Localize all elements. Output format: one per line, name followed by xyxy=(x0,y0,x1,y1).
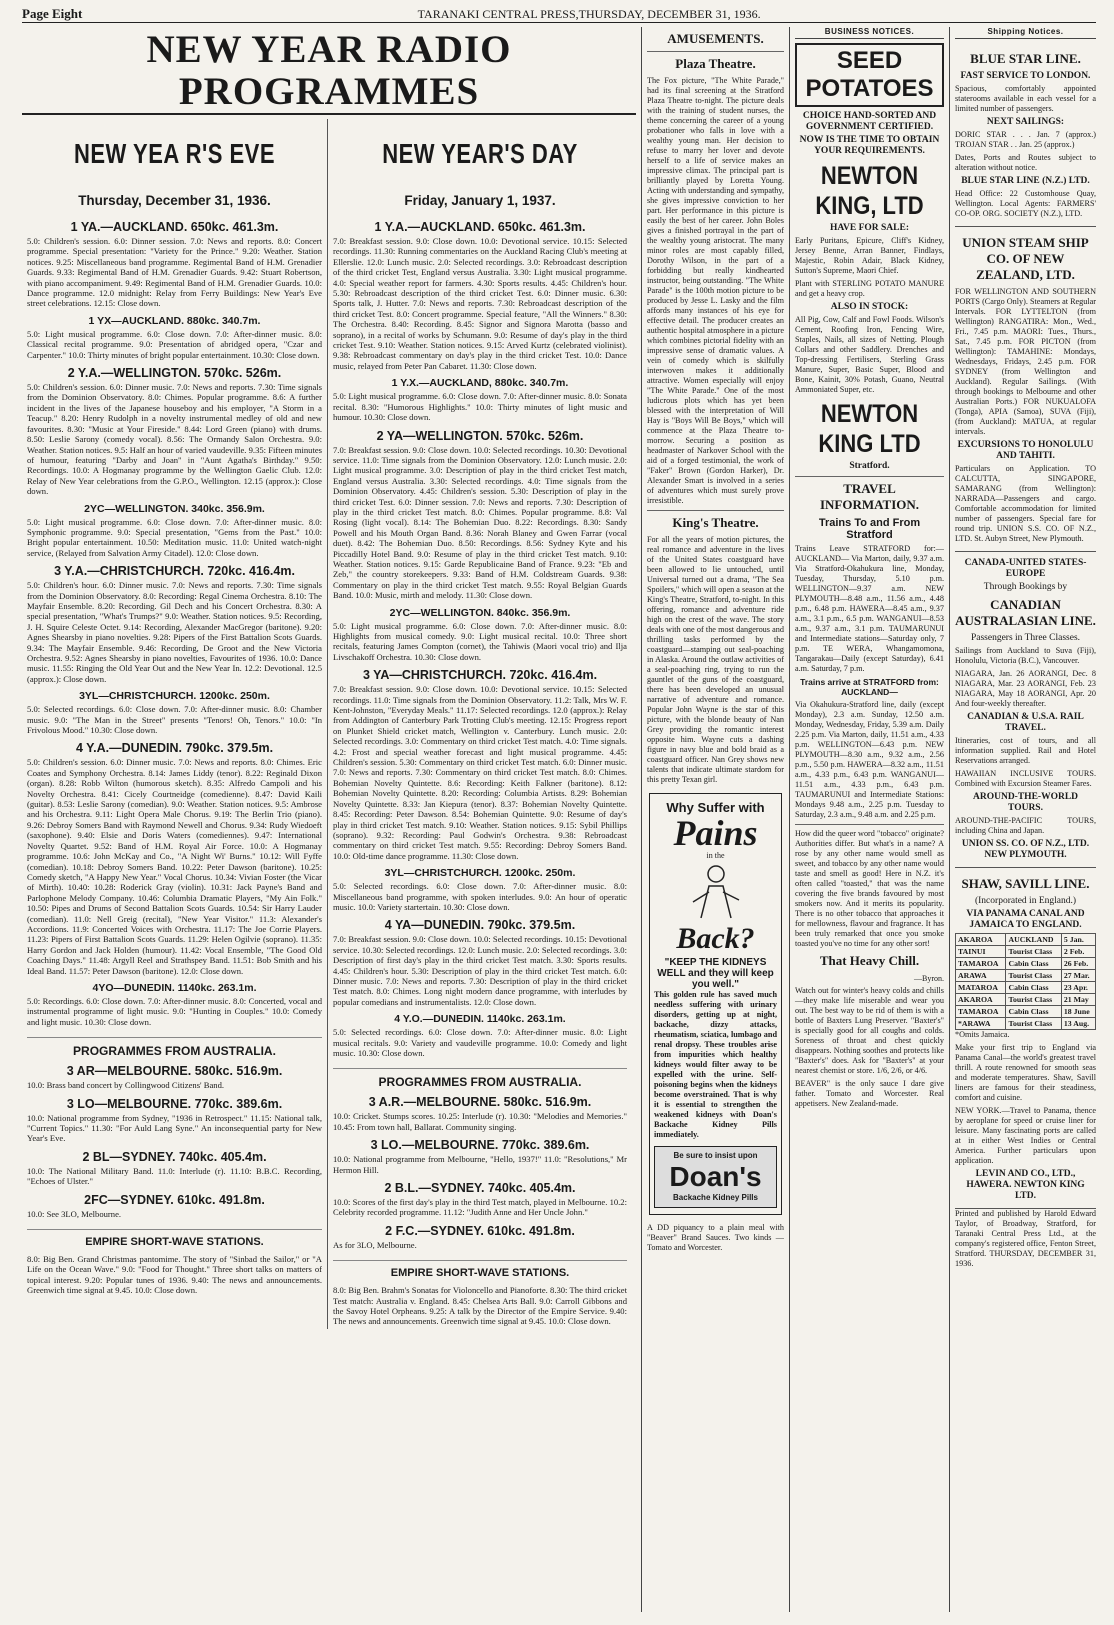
atw-text: AROUND-THE-WORLD TOURS. xyxy=(972,792,1079,813)
nk1-plant: Plant with STERLING POTATO MANURE and get a heavy crop. xyxy=(795,279,944,298)
chill-text: Watch out for winter's heavy colds and chills—they make life miserable and wear you out. The best way to be rid of them is with a bottle of Baxters Lung Preserver. "Baxter's" is specially good for all coughs and colds. Soreness of throat and chest quickly disappears. Nothing soothes and protects like "Baxter's" does. Ask for "Baxter's" at your nearest chemist or store. 1/6, 2/6, or 4/6. xyxy=(795,986,944,1075)
station-heading: 4 YA—DUNEDIN. 790kc. 379.5m. xyxy=(384,918,576,933)
sailing-cell: Cabin Class xyxy=(1006,1006,1061,1018)
nk1-list: Early Puritans, Epicure, Cliff's Kidney, Jersey Benne, Arran Banner, Findlays, Majestic, Robin Adair, Black Kidney, Sutton's Supreme, Maori Chief. xyxy=(795,236,944,275)
eve-title: NEW YEA R'S EVE xyxy=(74,137,275,169)
station-programme: 10.0: Cricket. Stumps scores. 10.25: Interlude (r). 10.30: "Melodies and Memories." 10.45: From town hall, Ballarat. Community singing. xyxy=(333,1111,627,1132)
seed-sub: CHOICE HAND-SORTED AND GOVERNMENT CERTIFIED. xyxy=(802,111,937,132)
cpr-text: Itineraries, cost of tours, and all information supplied. Rail and Hotel Reservations arranged. xyxy=(955,736,1096,765)
sailing-row xyxy=(956,934,1096,946)
kings-head: King's Theatre. xyxy=(672,515,759,530)
sailing-cell: Cabin Class xyxy=(1006,982,1061,994)
trains-text: Trains Leave STRATFORD for:— AUCKLAND— Via Marton, daily, 9.37 a.m. Via Stratford-Okahukura line, Monday, Tuesday, Thursday, 5.10 p.m. WELLINGTON—9.37 a.m. NEW PLYMOUTH—8.48 a.m., 11.56 a.m., 4.48 p.m., 6.48 p.m. HAWERA—8.45 a.m., 9.37 a.m., 3.1 p.m., 6.5 p.m. WANGANUI—8.53 a.m., 9.37 a.m., 3.1 p.m. TAUMARUNUI and Intermediate stations—Saturday only, 7 p.m. TE WERA, Whangamomona, Tangarakau—Daily (except Saturday), 6.41 a.m. Saturday, 7 p.m. xyxy=(795,544,944,673)
station-programme: 10.0: Scores of the first day's play in the third Test match, played in Melbourne. 10.2: Celebrity recorded programme. 11.12: "Judith Anne and Her Uncle John." xyxy=(333,1197,627,1218)
sailing-row xyxy=(956,958,1096,970)
sailing-cell: TAINUI xyxy=(956,946,1006,958)
sailing-row xyxy=(956,982,1096,994)
station-programme: 5.0: Selected recordings. 6.0: Close down. 7.0: After-dinner music. 8.0: Miscellaneous band programme, with spoken interludes. 9.0: An hour of operatic music. 10.0: Variety startertain. 10.30: Close down. xyxy=(333,881,627,912)
station-heading: 3 A.R.—MELBOURNE. 580kc. 516.9m. xyxy=(368,1095,592,1110)
radio-section xyxy=(22,27,642,1612)
station-programme: 7.0: Breakfast session. 9.0: Close down. 10.0: Selected recordings. 10.30: Devotional service. 11.0: Time signals from the Dominion Observatory. 12.0: Lunch music. 2.0: Light musical programme. 3.0: Description of play in the third cricket Test match, England versus Australia. 3.30: Selected recordings. 4.0: Time signals from the Dominion Observatory. 4.45: Children's session. 5.30: Description of play in the third cricket Test. 6.0: Dinner session. 7.0: News and reports. 7.30: Description of play in the third cricket Test match. 8.0: Chimes. Popular programme. 8.8: Val Rosing (light vocal). 8.14: The Bohemian Duo. 8.22: Recordings. 8.30: Sandy Powell and his Mouth Organ Band. 8.36: Norah Blaney and Gwen Farrar (vocal duet). 8.42: The Bohemian Duo. 8.50: Recordings. 8.56: Sydney Kyte and his Piccadilly Hotel Band. 9.0: Resume of play in the third cricket Test match. 9.10: Weather. Station notices. 9.15: Garde Republicaine Band of France. 9.23: "Eb and Zeb," the country storekeepers. 9.33: Band of H.M. Coldstream Guards. 9.38: Commentary on play in the third cricket Test match. 9.55: Royal Belgian Guards Band. 10.0: Music, mirth and melody. 11.30: Close down. xyxy=(333,444,627,601)
station-heading: 4YO—DUNEDIN. 1140kc. 263.1m. xyxy=(92,981,257,994)
sailing-cell: AKAROA xyxy=(956,994,1006,1006)
doans-advert xyxy=(649,793,782,1215)
station-heading: 3 Y.A.—CHRISTCHURCH. 720kc. 416.4m. xyxy=(54,564,295,579)
station-programme: 5.0: Selected recordings. 6.0: Close down. 7.0: After-dinner music. 8.0: Chamber music. 9.0: "The Man in the Street" presents "Tenors! Oh, Tenors." 10.0: "In Frivolous Mood." 10.30: Close down. xyxy=(27,704,322,736)
sailing-cell: *ARAWA xyxy=(956,1018,1006,1030)
paper-dateline: TARANAKI CENTRAL PRESS,THURSDAY, DECEMBER 31, 1936. xyxy=(417,7,761,21)
station-heading: 1 Y.A.—AUCKLAND. 650kc. 461.3m. xyxy=(374,220,586,234)
eve-date: Thursday, December 31, 1936. xyxy=(78,193,271,208)
sailing-cell: 26 Feb. xyxy=(1061,958,1095,970)
shipping-column xyxy=(950,27,1096,1612)
business-column xyxy=(790,27,950,1612)
sailing-cell: 2 Feb. xyxy=(1061,946,1095,958)
trains2-text: Via Okahukura-Stratford line, daily (except Monday), 2.3 a.m. Sunday, 12.50 a.m. Monday, Wednesday, Friday, 5.39 a.m. Daily 2.25 p.m. Via Marton, daily, 11.51 a.m., 4.33 p.m. WELLINGTON—6.43 p.m. NEW PLYMOUTH—8.30 a.m., 9.32 a.m., 2.56 p.m., 5.50 p.m. HAWERA—8.32 a.m., 11.51 a.m., 4.33 p.m., 6.43 p.m. WANGANUI—11.51 a.m., 4.33 p.m., 6.43 p.m. TAUMARUNUI and Intermediate Stations: Mondays 9.48 a.m., 2.25 p.m. Tuesday to Saturday, 2.3 a.m., 9.48 a.m. and 2.25 p.m. xyxy=(795,700,944,819)
station-programme: 10.0: National programme from Sydney, "1936 in Retrospect." 11.15: National talk, "Current Topics." 11.30: "For Auld Lang Syne." An inconsequential party for New Year's Eve. xyxy=(27,1112,322,1144)
canadian-block xyxy=(955,552,1096,868)
levin-text: LEVIN AND CO., LTD., HAWERA. NEWTON KING LTD. xyxy=(966,1169,1085,1201)
ad-pains: Pains xyxy=(673,813,758,853)
bs-text: Spacious, comfortably appointed staterooms available in each vessel for a limited number of passengers. xyxy=(955,84,1096,113)
sailing-cell: 27 Mar. xyxy=(1061,970,1095,982)
bs-ltd-text: Head Office: 22 Customhouse Quay, Wellington. Local Agents: FARMERS' CO-OP. ORG. SOCIETY (N.Z.), LTD. xyxy=(955,189,1096,218)
station-heading: 1 YX—AUCKLAND. 880kc. 340.7m. xyxy=(88,314,261,327)
seed-now: NOW IS THE TIME TO OBTAIN YOUR REQUIREMENTS. xyxy=(799,135,940,156)
exc-text: Particulars on Application. TO CALCUTTA, SINGAPORE, SAMARANG (from Wellington): NARRADA—Passengers and cargo. Comfortable accommodation for limited number of passengers. Special fare for round trip. UNION S.S. CO. OF N.Z., LTD. St. Aubyn Street, New Plymouth. xyxy=(955,464,1096,543)
sailing-cell: 18 June xyxy=(1061,1006,1095,1018)
ss-inc: (Incorporated in England.) xyxy=(974,896,1077,906)
ss-text: Make your first trip to England via Panama Canal—the world's greatest travel thrill. A route renowned for smooth seas and moderate temperatures. Shaw, Savill liners are famous for their steadiness, comfort and cuisine. xyxy=(955,1043,1096,1102)
can-text: Sailings from Auckland to Suva (Fiji), Honolulu, Victoria (B.C.), Vancouver. xyxy=(955,646,1096,665)
sailing-cell: TAMAROA xyxy=(956,958,1006,970)
station-programme: 10.0: National programme from Melbourne, "Hello, 1937!" 11.0: "Resolutions," Mr Hermon Hill. xyxy=(333,1154,627,1175)
sailing-cell: 13 Aug. xyxy=(1061,1018,1095,1030)
can-line: CANADIAN AUSTRALASIAN LINE. xyxy=(955,597,1096,628)
tobacco-text: How did the queer word "tobacco" originate? Authorities differ. But what's in a name? A rose by any other name would smell as sweet, and tobacco by any other name would taste and smell as good! Here in N.Z. it's often called "toasted," that was the name covering the five brands favoured by most smokers now. And it merits its popularity. There is no other tobacco that approaches it for mellowness, flavour and fragrance. It has been truly remarked that once you smoke toasted you've no time for any other sort! xyxy=(795,829,944,948)
day-date: Friday, January 1, 1937. xyxy=(404,193,556,208)
sailing-cell: Cabin Class xyxy=(1006,958,1061,970)
chill-by: —Byron. xyxy=(914,974,944,983)
station-programme: As for 3LO, Melbourne. xyxy=(333,1239,417,1250)
ny-text: NEW YORK.—Travel to Panama, thence by aeroplane for speed or cruise liner for leisure. Many fascinating ports are called at in either West Indies or Central America. Further particulars upon application. xyxy=(955,1106,1096,1165)
ss-head: SHAW, SAVILL LINE. xyxy=(961,876,1090,891)
sailing-row xyxy=(956,946,1096,958)
radio-banner: NEW YEAR RADIO PROGRAMMES xyxy=(22,29,636,115)
ad-why: Why Suffer with xyxy=(666,800,765,815)
station-programme: 5.0: Children's session. 6.0: Dinner music. 7.0: News and reports. 8.0: Chimes. Eric Coates and Symphony Orchestra. 8.14: James Liddy (tenor). 8.22: Reginald Dixon (organ). 8.28: Robb Wilton (humorous sketch). 8.35: Alfredo Campoli and his Novelty Orchestra. 8.41: Cicely Courtneidge (comedienne). 8.47: David Kaili (guitar). 8.53: Leslie Sarony (comedian). 9.0: Weather. Station notices. 9.5: Ambrose and his Orchestra. 9.11: Light Opera Male Chorus. 9.19: The Berlin Trio (piano). 9.26: Debroy Somers Band with Raymond Newell and Chorus. 9.34: Rudy Wiedoeft (saxophone). 9.40: Elsie and Doris Waters (comediennes). 9.47: International Novelty Quartet. 9.52: Band of H.M. Royal Air Force. 10.0: A Hogmanay programme. 10.6: John McKay and Co., "A Night Wi' Burns." 10.12: Will Fyffe (comedian). 10.18: Debroy Somers Band. 10.22: Peter Dawson (baritone). 10.25: Comedy sketch, "A Happy New Year." Vocal Chorus. 10.34: Vivian Foster (the Vicar of Mirth). 10.40: 10.28: Roderick Gray (violin). 10.31: Jack Payne's Band and Parlophone Melody Company. 10.46: Columbia Dramatic Players, "My Ain Folk." 10.50: Pipes and Drums of Second Battalion Scots Guards. 10.54: Sir Harry Lauder (comedian). 11.0: Nell Greig (recital), "New Year Visitor." 11.3: Alexander's Accordions. 11.9: Concerted Voices with Orchestra. 11.17: The Joe Corrie Players. 11.23: Pipers of First Battalion Scots Guards. 11.29: Helen Ogilvie (soprano). 11.35: Harry Gordon and Jack Holden (humour). 11.42: Vocal Ensemble, "The Good Old Coaching Days." 11.48: Argyll Reel and Strathspey Band. 11.51: Bob Smith and his Ideal Band. 11.57: Peter Dawson (baritone). 12.0: Close down. xyxy=(27,757,322,976)
sailing-cell: AUCKLAND xyxy=(1006,934,1061,946)
cpr-head: CANADIAN & U.S.A. RAIL TRAVEL. xyxy=(967,712,1084,733)
bs-sub: FAST SERVICE TO LONDON. xyxy=(960,71,1091,81)
eve-stations xyxy=(27,220,322,1027)
station-programme: 5.0: Children's session. 6.0: Dinner music. 7.0: News and reports. 7.30: Time signals from the Dominion Observatory. 8.0: Chimes. Popular programme. 8.6: A further incident in the lives of the Japanese houseboy and his employer, "A Storm in a Teacup." 8.20: Henry Rudolph in a novelty instrumental medley of old and new favourites. 8.30: "Music at Your Fireside." 8.44: Lord Green (piano) with drums. 8.50: Leslie Sarony (comedy vocal). 8.56: The Ormandy Salon Orchestra. 9.0: Weather. Station notices. 9.5: Half an hour of varied vaudeville. 9.35: Fifteen minutes of humour, featuring "Darby and Joan" in "Aunt Agatha's Birthday." 9.50: Recordings. 10.0: A Hogmanay programme by the Wellington Gaelic Club. 12.0: Relay of New Year celebrations from the G.P.O., Wellington. 12.15 (approx.): Close down. xyxy=(27,382,322,497)
bs-sail-head: NEXT SAILINGS: xyxy=(986,117,1065,127)
ad-brand: Doan's xyxy=(669,1161,762,1192)
ad-back: Back? xyxy=(676,922,755,955)
station-programme: 5.0: Light musical programme. 6.0: Close down. 7.0: After-dinner music. 8.0: Classical recital programme. 9.0: Presentation of abridged opera, "Czar and Carpenter." 10.0: Thirty minutes of bright popular entertainment. 10.30: Close down. xyxy=(27,328,322,360)
seed-head: SEED POTATOES xyxy=(795,43,944,107)
can-head: CANADA-UNITED STATES-EUROPE xyxy=(964,558,1087,579)
station-heading: 2 BL—SYDNEY. 740kc. 405.4m. xyxy=(82,1149,267,1164)
day-sw-head: EMPIRE SHORT-WAVE STATIONS. xyxy=(333,1260,627,1279)
shaw-savill-block xyxy=(955,868,1096,1209)
station-heading: 1 Y.X.—AUCKLAND, 880kc. 340.7m. xyxy=(391,377,569,390)
can-sub: Through Bookings by xyxy=(983,582,1068,592)
sailing-cell: Tourist Class xyxy=(1006,970,1061,982)
ad-lead: "KEEP THE KIDNEYS WELL and they will keep you well." xyxy=(657,957,774,990)
nk1-stock: ALSO IN STOCK: xyxy=(830,302,909,312)
station-programme: 5.0: Children's session. 6.0: Dinner session. 7.0: News and reports. 8.0: Concert programme. Special presentation: "Variety for the Prince." 9.20: Weather. Station notices. 9.25: Miscellaneous band programme. Regimental Band of H.M. Grenadier Guards. 9.33: Regimental Band of H.M. Grenadier Guards. 9.42: Stuart Robertson, with piano accompaniment. 9.49: Regimental Band of H.M. Grenadier Guards. 10.0: Dance programme. 12.0 midnight: Relay from Ferry Buildings: New Year's Eve street celebrations. 12.15: Close down. xyxy=(27,236,322,309)
station-heading: 3 YA—CHRISTCHURCH. 720kc. 416.4m. xyxy=(362,668,598,683)
bs-ltd: BLUE STAR LINE (N.Z.) LTD. xyxy=(961,176,1090,186)
station-programme: 10.0: See 3LO, Melbourne. xyxy=(27,1208,122,1219)
kings-text: For all the years of motion pictures, the real romance and adventure in the lives of the United States coastguard have been allowed to lie untouched, until Universal turned out a drama, "The Sea Spoilers," which will open a season at the King's Theatre, Stratford, to-night. In this offering, romance and adventure ride high on the crest of the wave. The story deals with one of the most dangerous and thrilling tasks performed by the coastguard—stamping out seal-poaching in Alaska. Around the outlaw activities of a seal-poaching ring, trying to run the gauntlet of the guns of the coastguard, there has been developed an unusual narrative of adventure and romance. Popular John Wayne is the star of this picture, with the blonde beauty of Nan Grey providing the romantic interest opposite him. Wayne cuts a dashing figure in navy blue and bold braid as a coastguard officer. Nan Grey shows new talents that indicate ultimate stardom for this pretty Texan girl. xyxy=(647,535,784,784)
station-programme: 7.0: Breakfast session. 9.0: Close down. 10.0: Devotional service. 10.15: Selected recordings. 11.0: Time signals from the Dominion Observatory. 11.2: Talk, Mrs W. F. Kent-Johnston, "Everyday Meals." 11.17: Selected recordings. 12.0 (approx.): Relay from Addington of Canterbury Park Trotting Club's meeting. 12.15: Progress report on Plunket Shield cricket match, Wellington v. Canterbury. Lunch music. 2.0: Selected recordings. 3.0: Commentary on third cricket Test match. 4.0: Time signals. 4.2: Frost and special weather forecast and light musical programme. 4.45: Children's session. 5.30: Commentary on third cricket Test match. 6.0: Dinner music. 7.0: News and reports. 7.30: Commentary on third cricket Test match. 8.0: Chimes. Bohemian Novelty Quintette. 8.6: Recording: Keith Falkner (baritone). 8.12: Bohemian Novelty Quintette. 8.20: Recording: Columbia Artists. 8.29: Bohemian Novelty Quintette. 8.33: Jan Kiepura (tenor). 8.37: Bohemian Novelty Quintette. 8.45: Recording: Peter Dawson. 8.54: Bohemian Quintette. 9.0: Resume of day's play in third cricket Test match. 9.10: Weather. Station notices. 9.15: Sybil Phillips (soprano). 9.32: Recording: Paul Godwin's Orchestra. 9.38: Rebroadcast commentary on third cricket Test match. 9.55: Recording: Debroy Somers Band. 10.0: Old-time dance programme. 11.30: Close down. xyxy=(333,684,627,861)
eve-sw-head: EMPIRE SHORT-WAVE STATIONS. xyxy=(27,1229,322,1248)
beaver-ad: A DD piquancy to a plain meal with "Beaver" Brand Sauces. Two kinds —Tomato and Worcester. xyxy=(647,1223,784,1252)
bs-dates: Dates, Ports and Routes subject to alteration without notice. xyxy=(955,153,1096,172)
man-illustration-icon xyxy=(654,861,777,921)
sailing-row xyxy=(956,970,1096,982)
uss-text: FOR WELLINGTON AND SOUTHERN PORTS (Cargo Only). Steamers at Regular Intervals. FOR LYTTELTON (from Wellington) RANGATIRA: Mon., Wed., Fri., 7.45 p.m. MAORI: Tues., Thurs., Sat., 7.45 p.m. FOR PICTON (from Wellington): TAMAHINE: Mondays, Wednesdays, Fridays, 2.45 p.m. FOR SYDNEY (from Wellington and Auckland). Regular Sailings. (With through bookings to Melbourne and other Australian Ports.) FOR NUKUALOFA (Tonga), APIA (Samoa), SUVA (Fiji), (from Auckland): MATUA, at regular intervals. xyxy=(955,287,1096,436)
day-sw-text: 8.0: Big Ben. Brahm's Sonatas for Violoncello and Pianoforte. 8.30: The third cricket Test match: Australia v. England. 8.45: Chelsea Arts Ball. 9.0: Carroll Gibbons and the Savoy Hotel Orpheans. 9.25: A talk by the Director of the Empire Service. 9.40: The news and announcements. Greenwich time signal at 9.45. 10.0: Close down. xyxy=(333,1285,627,1327)
station-programme: 5.0: Light musical programme. 6.0: Close down. 7.0: After-dinner music. 8.0: Highlights from musical comedy. 9.0: Light musical recital. 10.0: Three short recitals, featuring James Compton (cornet), the Tahiwis (Maori vocal trio) and Ilja Livschakoff Orchestra. 10.30: Close down. xyxy=(333,620,627,662)
ss-via: VIA PANAMA CANAL AND JAMAICA TO ENGLAND. xyxy=(966,909,1085,930)
station-programme: 10.0: The National Military Band. 11.0: Interlude (r). 11.10: B.B.C. Recording, "Echoes of Ulster." xyxy=(27,1165,322,1187)
union-ss-block xyxy=(955,227,1096,552)
station-heading: 2 Y.A.—WELLINGTON. 570kc. 526m. xyxy=(67,366,282,381)
day-title: NEW YEAR'S DAY xyxy=(382,137,578,169)
sailing-row xyxy=(956,994,1096,1006)
bs-sail: DORIC STAR . . . Jan. 7 (approx.) TROJAN STAR . . Jan. 25 (approx.) xyxy=(955,130,1096,149)
page-label: Page Eight xyxy=(22,6,83,21)
station-programme: 5.0: Selected recordings. 6.0: Close down. 7.0: After-dinner music. 8.0: Light musical recitals. 9.0: Variety and vaudeville programme. 10.0: Comedy and light music. 10.30: Close down. xyxy=(333,1027,627,1058)
chill-head: That Heavy Chill. xyxy=(819,953,920,968)
station-programme: 7.0: Breakfast session. 9.0: Close down. 10.0: Selected recordings. 10.15: Devotional service. 10.30: Selected recordings. 12.0: Lunch music. 2.0: Selected recordings. 3.0: Description of first day's play in the third cricket Test match. 3.30: Sports results. 4.45: Children's hour. 5.30: Description of play in the third cricket Test match. 6.0: Dinner music. 7.0: News and reports. 7.30: Description of play in the third cricket Test match. 8.0: Chimes. Long night modern dance programme, with interludes by popular comedians and instrumentalists. 12.0: Close down. xyxy=(333,934,627,1007)
ad-inthe: in the xyxy=(706,851,725,860)
station-heading: 2YC—WELLINGTON. 340kc. 356.9m. xyxy=(84,502,265,515)
station-heading: 4 Y.O.—DUNEDIN. 1140kc. 263.1m. xyxy=(394,1013,566,1026)
day-column xyxy=(327,119,632,1329)
masthead xyxy=(22,6,1096,23)
station-heading: 2 YA—WELLINGTON. 570kc. 526m. xyxy=(376,428,584,443)
blue-star-block xyxy=(955,43,1096,227)
sailing-cell: ARAWA xyxy=(956,970,1006,982)
plaza-text: The Fox picture, "The White Parade," had its final screening at the Stratford Plaza Theatre to-night. The picture deals with the training of student nurses, the theme concerning the career of a young probationer who falls in love with a wealthy young man. Her decision to refuse to marry her lover and devote herself to a life of service makes an impressive climax. The principal part is brilliantly played by Loretta Young. Acting with understanding and sympathy, she gives impressive conviction to her part. Her performance in this picture is easily the best of her career. John Boles gives a finished portrayal in the part of the wealthy young aristocrat. The many minor roles are most capably filled, Dorothy Wilson, in the part of a forbidding but really kindhearted instructor, being outstanding. "The White Parade" is the 100th motion picture to be produced by Jesse L. Lasky and the film affords many instances of his eye for effective detail. The producer creates an authentic hospital atmosphere in a picture which combines pictorial fidelity with an impressive sense of dramatic values. A vein of comedy which is skilfully interwoven makes it additionally attractive. Women especially will enjoy "The White Parade." One of the most ludicrous plots which has yet been blessed with the interpretation of Will Hay is "Boys Will Be Boys," which will commence at the Plaza Theatre to-morrow. Securing a position as headmaster of Narkover School with the aid of a forged testimonial, the work of "Faker" Brown (Gordon Harker), Dr. Alexander Smart is involved in a series of adventures which must surely prove irresistible. xyxy=(647,76,784,505)
sailing-row xyxy=(956,1018,1096,1030)
sailing-cell: MATAROA xyxy=(956,982,1006,994)
plaza-head: Plaza Theatre. xyxy=(675,56,756,71)
atp-text: AROUND-THE-PACIFIC TOURS, including China and Japan. xyxy=(955,816,1096,835)
sailing-cell: Tourist Class xyxy=(1006,1018,1061,1030)
station-programme: 5.0: Light musical programme. 6.0: Close down. 7.0: After-dinner music. 8.0: Sonata recital. 8.30: "Humorous Highlights." 10.0: Thirty minutes of light music and humour. 10.30: Close down. xyxy=(333,391,627,423)
travel-head: TRAVEL INFORMATION. xyxy=(819,481,920,512)
station-programme: 5.0: Children's hour. 6.0: Dinner music. 7.0: News and reports. 7.30: Time signals from the Dominion Observatory. 8.0: Recording: Regal Cinema Orchestra. 8.10: The Mayfair Ensemble. 8.20: Recording. Gil Dech and his Concert Orchestra. 8.30: A special presentation, "What's Trumps?" 9.0: Weather. Station notices. 9.5: Recording, J. H. Squire Celeste Octet. 9.14: Recording, Alexander MacGregor (baritone). 9.20: Agnes Shearsby in piano novelties. 9.28: Pipers of the First Battalion Scots Guards. 9.34: The Mayfair Ensemble. 9.46: Recording, De Groot and the New Victoria Orchestra. 9.52: Agnes Shearsby in piano novelties, Favourites of 1936. 10.0: Dance music. 11.55: Ringing the Old Year Out and the New Year In. 12.2: Devotional. 12.5 (approx.): Close down. xyxy=(27,580,322,684)
station-heading: 3 LO—MELBOURNE. 770kc. 389.6m. xyxy=(66,1096,283,1111)
station-programme: 10.0: Brass band concert by Collingwood Citizens' Band. xyxy=(27,1080,225,1091)
exc-head: EXCURSIONS TO HONOLULU AND TAHITI. xyxy=(957,440,1094,461)
haw-text: HAWAIIAN INCLUSIVE TOURS. Combined with Excursion Steamer Fares. xyxy=(955,769,1096,788)
uss-head: UNION STEAM SHIP CO. OF NEW ZEALAND, LTD. xyxy=(962,235,1089,282)
station-programme: 5.0: Recordings. 6.0: Close down. 7.0: After-dinner music. 8.0: Concerted, vocal and instrumental programme of light music. 9.0: "Hunting in Couples." 10.0: Comedy and light music. 10.30: Close down. xyxy=(27,995,322,1027)
day-aus-stations xyxy=(333,1095,627,1250)
nk2-head: NEWTON KING LTD xyxy=(818,399,921,458)
eve-sw-text: 8.0: Big Ben. Grand Christmas pantomime. The story of "Sinbad the Sailor," or "A Life on the Ocean Wave." 9.0: "Food for Thought." Three short talks on matters of topical interest. 9.20: Popular tunes of 1936. 9.40: The news and announcements. Greenwich time signal at 9.45. 10.0: Close down. xyxy=(27,1254,322,1296)
amusements-head: AMUSEMENTS. xyxy=(667,31,764,46)
amusements-column xyxy=(642,27,790,1612)
bs-head: BLUE STAR LINE. xyxy=(970,51,1081,66)
nk1-stock-list: All Pig, Cow, Calf and Fowl Foods. Wilson's Cement, Roofing Iron, Fencing Wire, Staples, Nails, all sizes of Netting. Plough Collars and other Saddlery. Drenches and Top-dressing Fertilisers, Sterling Grass Manure, Super, Basic Super, Blood and Bone, Kainit, 30% Potash, Guano, Neutral Ammoniated Super, etc. xyxy=(795,315,944,394)
business-head: BUSINESS NOTICES. xyxy=(795,27,944,39)
sailing-cell: TAMAROA xyxy=(956,1006,1006,1018)
station-heading: 2 F.C.—SYDNEY. 610kc. 491.8m. xyxy=(385,1223,575,1238)
day-aus-head: PROGRAMMES FROM AUSTRALIA. xyxy=(333,1068,627,1089)
nk1-sub: HAVE FOR SALE: xyxy=(829,223,909,233)
can-pass: Passengers in Three Classes. xyxy=(970,633,1081,643)
can-sail: NIAGARA, Jan. 26 AORANGI, Dec. 8 NIAGARA, Mar. 23 AORANGI, Feb. 23 NIAGARA, May 18 AORANGI, Apr. 20 And four-weekly thereafter. xyxy=(955,669,1096,708)
station-heading: 3YL—CHRISTCHURCH. 1200kc. 250m. xyxy=(384,867,576,880)
eve-aus-head: PROGRAMMES FROM AUSTRALIA. xyxy=(27,1037,322,1058)
station-heading: 2YC—WELLINGTON. 840kc. 356.9m. xyxy=(389,606,571,619)
ad-insist: Be sure to insist upon xyxy=(673,1151,758,1160)
uss-np: UNION SS. CO. OF N.Z., LTD. NEW PLYMOUTH. xyxy=(961,839,1090,860)
trains-head: Trains To and From Stratford xyxy=(818,517,921,541)
sailing-cell: AKAROA xyxy=(956,934,1006,946)
ad-brand-sub: Backache Kidney Pills xyxy=(673,1193,758,1202)
sailing-table xyxy=(955,933,1096,1030)
ss-omits: *Omits Jamaica. xyxy=(955,1030,1010,1039)
sailing-cell: Tourist Class xyxy=(1006,994,1061,1006)
station-heading: 3 LO.—MELBOURNE. 770kc. 389.6m. xyxy=(370,1138,590,1153)
sailing-cell: Tourist Class xyxy=(1006,946,1061,958)
doans-pill-pack xyxy=(654,1146,777,1208)
shipping-head: Shipping Notices. xyxy=(955,27,1096,39)
sailing-row xyxy=(956,1006,1096,1018)
nk2-sub: Stratford. xyxy=(849,461,890,471)
sailing-cell: 21 May xyxy=(1061,994,1095,1006)
sailing-cell: 23 Apr. xyxy=(1061,982,1095,994)
day-stations xyxy=(333,220,627,1058)
station-programme: 5.0: Light musical programme. 6.0: Close down. 7.0: After-dinner music. 8.0: Symphonic programme. 9.0: Special presentation, "Gems from the Past." 10.0: Bright popular entertainment. 10.50: Meditation music. 11.0: United watch-night service, (Relayed from Salvation Army Citadel). 12.0: Close down. xyxy=(27,516,322,558)
station-heading: 2FC—SYDNEY. 610kc. 491.8m. xyxy=(84,1192,265,1207)
imprint: Printed and published by Harold Edward Taylor, of Broadway, Stratford, for Taranaki Central Press Ltd., at the company's registered office, Fenton Street, Stratford. THURSDAY, DECEMBER 31, 1936. xyxy=(955,1209,1096,1268)
station-heading: 2 B.L.—SYDNEY. 740kc. 405.4m. xyxy=(384,1181,576,1196)
eve-column xyxy=(22,119,327,1329)
station-programme: 7.0: Breakfast session. 9.0: Close down. 10.0: Devotional service. 10.15: Selected recordings. 11.30: Running commentaries on the Auckland Racing Club's meeting at Ellerslie. 12.0: Lunch music. 2.0: Selected recordings. 3.0: Rebroadcast description of the third cricket Test, England versus Australia. 3.30: Light musical programme. 4.0: Special weather report for farmers. 4.30: Sports results. 4.45: Children's hour. 5.30: Rebroadcast description of the third cricket Test. 6.0: Dinner music. 6.30: Sports talk, J. Hutter. 7.0: News and reports. 7.30: Rebroadcast description of the third cricket Test. 8.0: Concert programme. Special feature, "All the Winners." 8.30: The Orchestra. 8.40: Recording. 8.45: Signor and Signora Marotta (basso and soprano), in a recital of works by Schumann. 9.0: Resume of day's play in the third cricket Test. 9.10: Weather. Station notices. 9.15: Arved Kurtz (celebrated violinist). 9.38: Rebroadcast commentary on day's play in the third cricket Test. 10.0: Dance music, relayed from Peter Pan Cabaret. 11.30: Close down. xyxy=(333,236,627,371)
trains2-head: Trains arrive at STRATFORD from: AUCKLAND— xyxy=(800,677,939,697)
beaver-text: BEAVER" is the only sauce I dare give father. Tomato and Worcester. Real appetisers. New Zealand-made. xyxy=(795,1079,944,1108)
station-heading: 3 AR—MELBOURNE. 580kc. 516.9m. xyxy=(66,1064,283,1079)
eve-aus-stations xyxy=(27,1064,322,1219)
nk1-head: NEWTON KING, LTD xyxy=(815,161,924,220)
ad-text: This golden rule has saved much needless suffering with urinary disorders, getting up at night, backache, dizzy attacks, rheumatism, sciatica, lumbago and renal dropsy. These troubles arise from impurities which healthy kidneys would filter away to be expelled with the urine. Self-poisoning begins when the kidneys become overstrained. That is why it is essential to strengthen the weakened kidneys with Doan's Backache Kidney Pills immediately. xyxy=(654,990,777,1139)
station-heading: 4 Y.A.—DUNEDIN. 790kc. 379.5m. xyxy=(75,741,274,756)
station-heading: 3YL—CHRISTCHURCH. 1200kc. 250m. xyxy=(79,690,270,703)
station-heading: 1 YA.—AUCKLAND. 650kc. 461.3m. xyxy=(70,220,279,234)
sailing-cell: 5 Jan. xyxy=(1061,934,1095,946)
